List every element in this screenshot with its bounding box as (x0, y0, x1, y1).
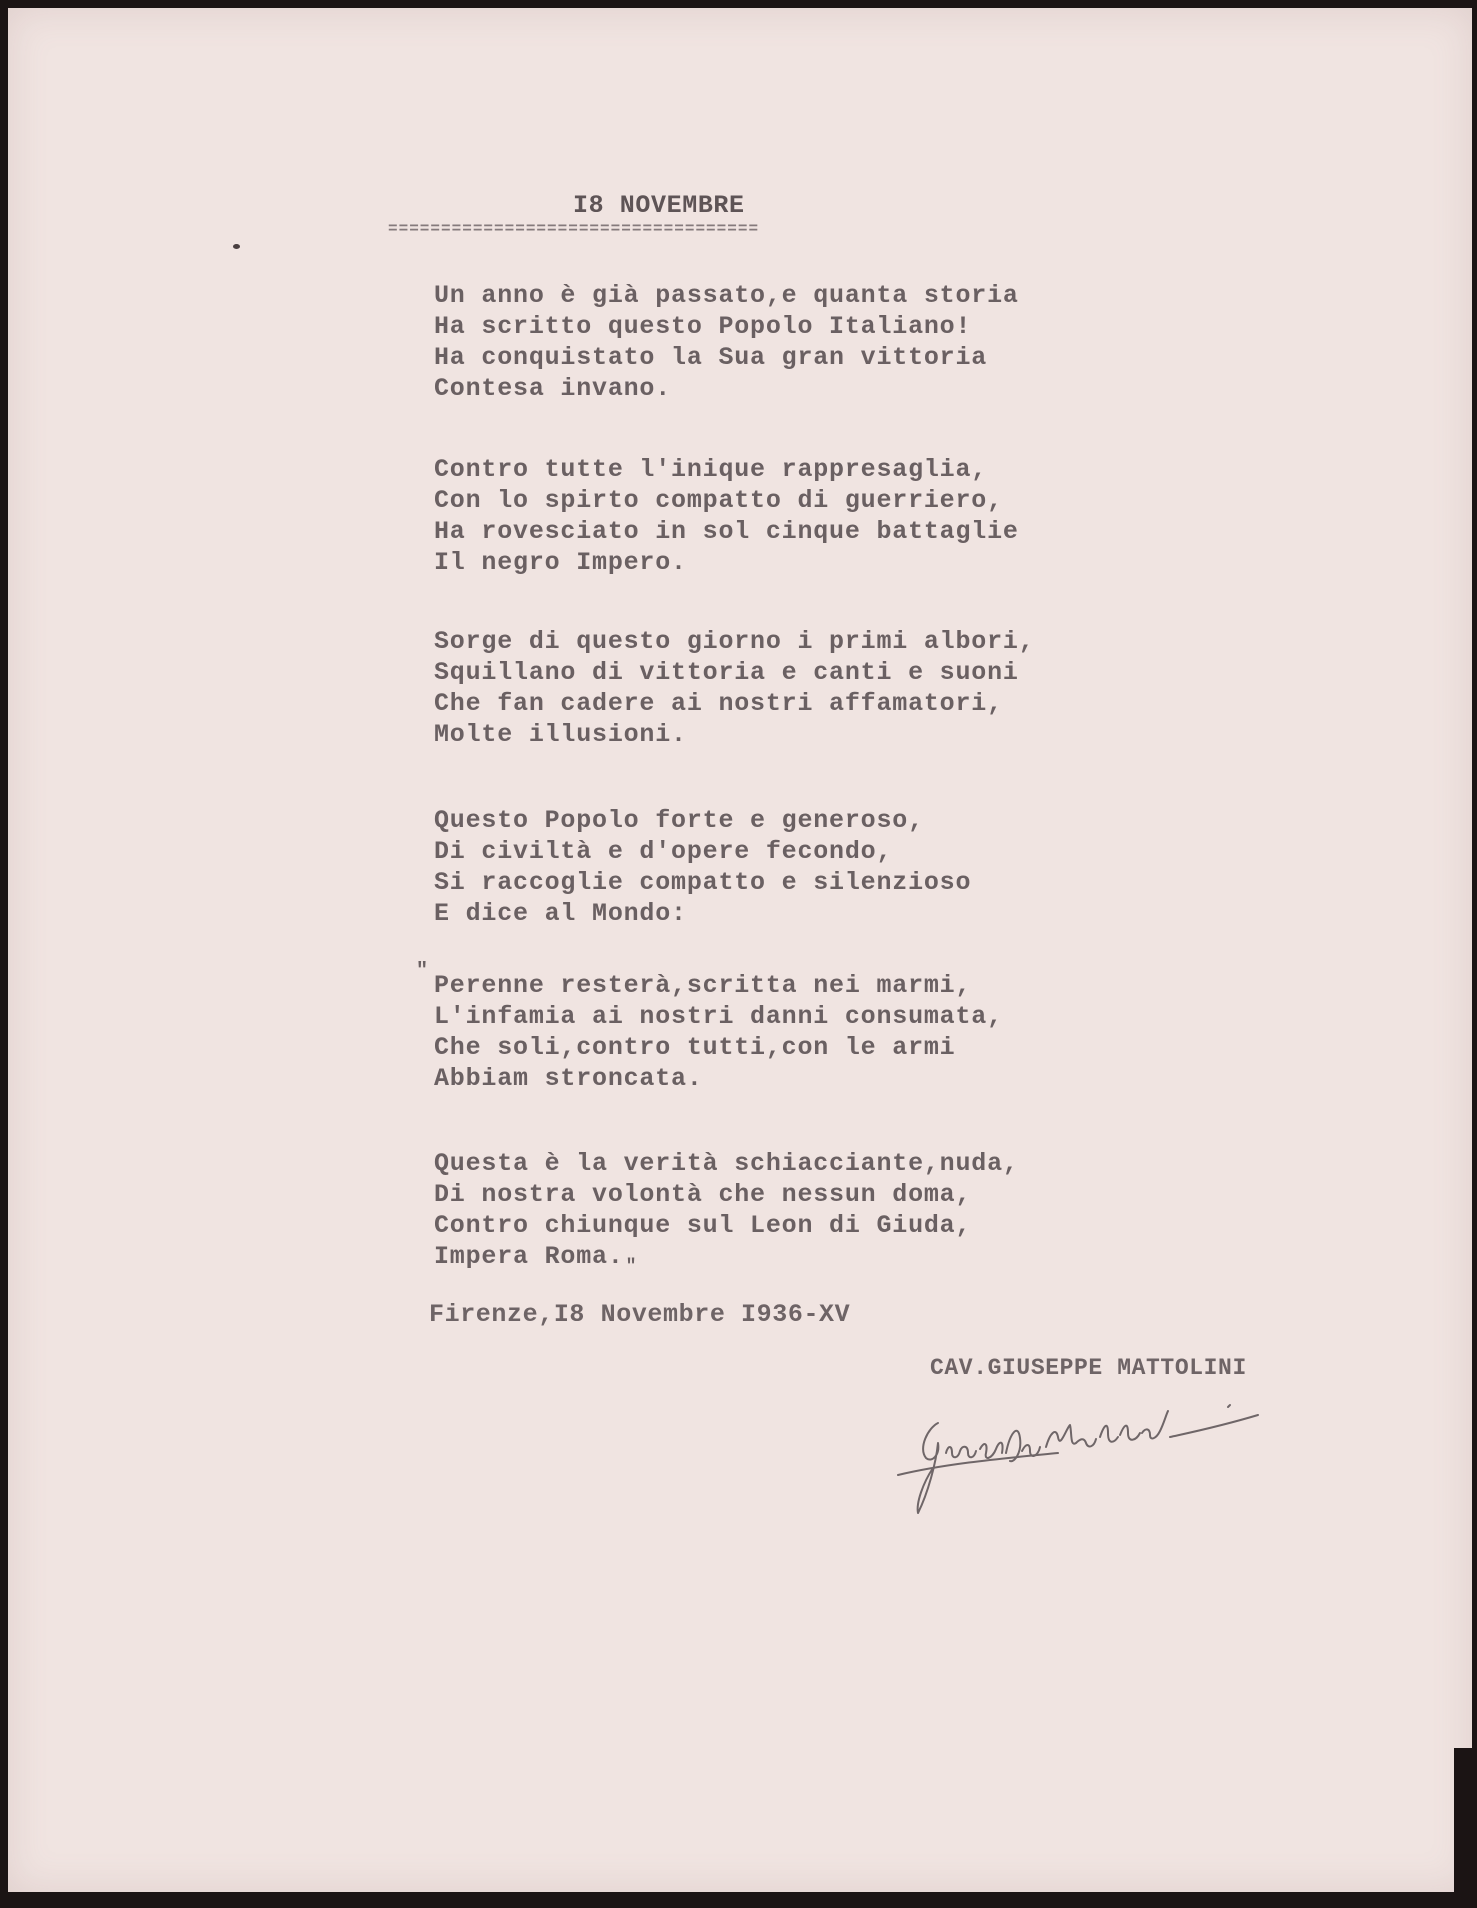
dateline: Firenze,I8 Novembre I936-XV (429, 1300, 851, 1329)
scan-edge (1454, 1748, 1472, 1908)
verse-line: Che fan cadere ai nostri affamatori, (434, 689, 1003, 718)
verse-line: Il negro Impero. (434, 548, 687, 577)
ink-spot (233, 244, 240, 249)
stanza-4 (434, 805, 971, 929)
verse-line: Sorge di questo giorno i primi albori, (434, 627, 1035, 656)
signature-image (888, 1403, 1268, 1523)
verse-line: Contro chiunque sul Leon di Giuda, (434, 1211, 972, 1240)
verse-line: Abbiam stroncata. (434, 1064, 703, 1093)
poem-title: I8 NOVEMBRE (573, 191, 745, 220)
verse-line: Si raccoglie compatto e silenzioso (434, 868, 972, 897)
verse-line: Con lo spirto compatto di guerriero, (434, 486, 1003, 515)
verse-line: Molte illusioni. (434, 720, 687, 749)
verse-line: Un anno è già passato,e quanta storia (434, 281, 1019, 310)
document-page (8, 8, 1472, 1892)
stanza-5 (434, 970, 1003, 1094)
verse-line: Che soli,contro tutti,con le armi (434, 1033, 956, 1062)
title-underline: =================================== (388, 220, 760, 238)
verse-line: Ha conquistato la Sua gran vittoria (434, 343, 988, 372)
verse-line: Ha rovesciato in sol cinque battaglie (434, 517, 1019, 546)
stanza-2 (434, 454, 1019, 578)
author-name: CAV.GIUSEPPE MATTOLINI (930, 1355, 1247, 1381)
stanza-6 (434, 1148, 1019, 1275)
stanza-3 (434, 626, 1035, 750)
verse-line: Ha scritto questo Popolo Italiano! (434, 312, 972, 341)
verse-line: Di nostra volontà che nessun doma, (434, 1180, 972, 1209)
verse-text: Impera Roma. (434, 1242, 624, 1271)
verse-line: Questo Popolo forte e generoso, (434, 806, 924, 835)
stanza-1 (434, 280, 1019, 404)
verse-line: Contro tutte l'inique rappresaglia, (434, 455, 988, 484)
verse-line: L'infamia ai nostri danni consumata, (434, 1002, 1003, 1031)
opening-quote-mark: " (416, 960, 429, 983)
verse-line: E dice al Mondo: (434, 899, 687, 928)
verse-line: Di civiltà e d'opere fecondo, (434, 837, 893, 866)
verse-line (434, 1241, 1019, 1275)
verse-line: Contesa invano. (434, 374, 672, 403)
verse-line: Questa è la verità schiacciante,nuda, (434, 1149, 1019, 1178)
verse-line: Perenne resterà,scritta nei marmi, (434, 971, 972, 1000)
verse-line: Squillano di vittoria e canti e suoni (434, 658, 1019, 687)
closing-quote-mark: " (625, 1257, 638, 1277)
